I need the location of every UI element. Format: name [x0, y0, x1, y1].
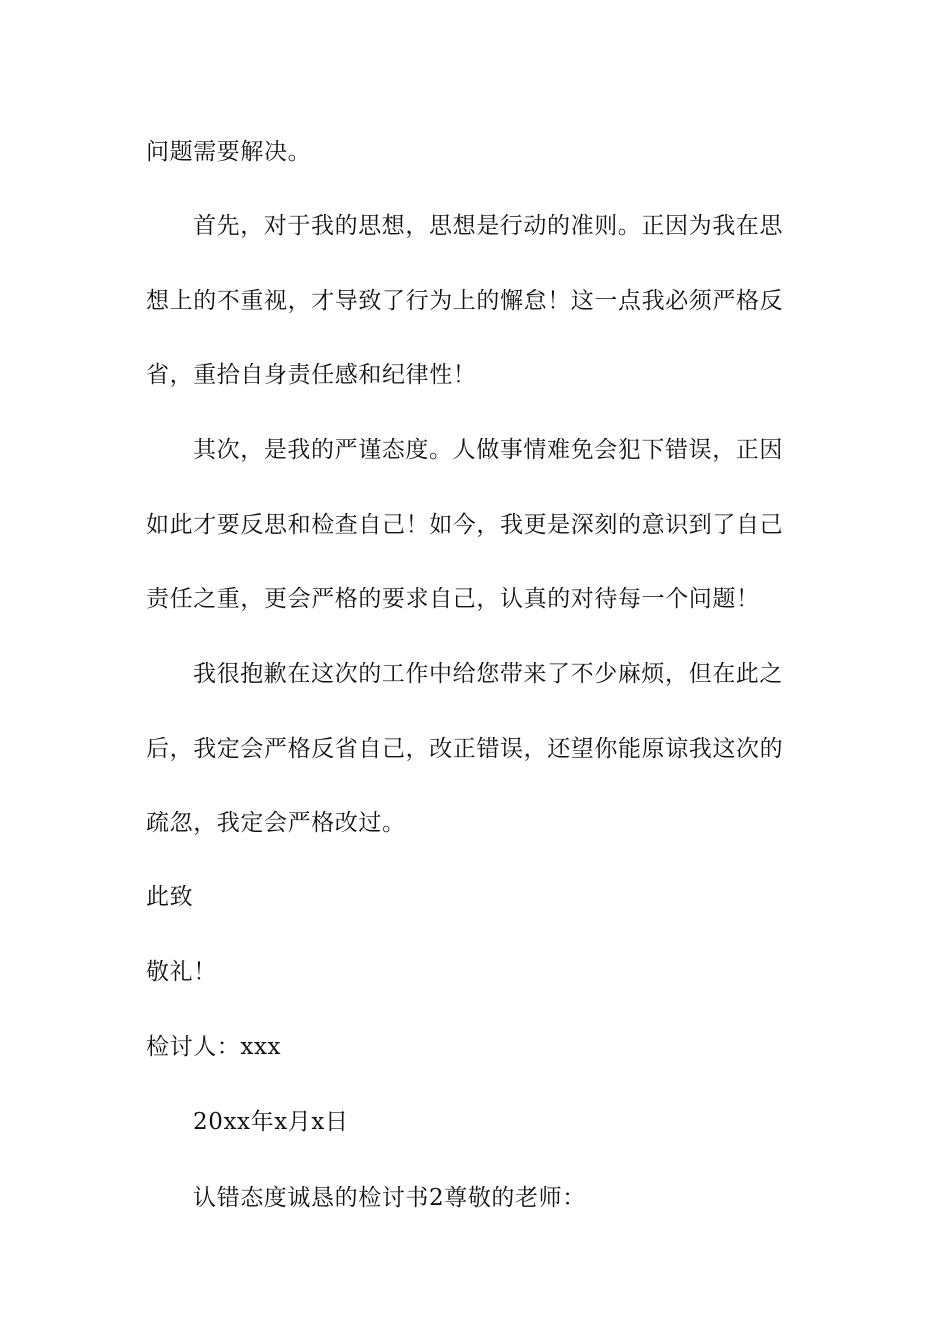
- paragraph-line: 如此才要反思和检查自己！如今，我更是深刻的意识到了自己: [146, 512, 784, 538]
- salutation-line: 敬礼！: [146, 959, 217, 985]
- paragraph-line: 后，我定会严格反省自己，改正错误，还望你能原谅我这次的: [146, 736, 784, 762]
- closing-line: 此致: [146, 884, 194, 910]
- paragraph-line: 责任之重，更会严格的要求自己，认真的对待每一个问题！: [146, 586, 760, 612]
- paragraph-line: 想上的不重视，才导致了行为上的懈怠！这一点我必须严格反: [146, 288, 784, 314]
- signature-line: 检讨人：xxx: [146, 1034, 282, 1060]
- paragraph-line: 疏忽，我定会严格改过。: [146, 810, 406, 836]
- paragraph-line: 其次，是我的严谨态度。人做事情难免会犯下错误，正因: [193, 437, 783, 463]
- paragraph-line: 首先，对于我的思想，思想是行动的准则。正因为我在思: [193, 213, 783, 239]
- paragraph-line: 省，重拾自身责任感和纪律性！: [146, 362, 477, 388]
- section-heading: 认错态度诚恳的检讨书2尊敬的老师：: [193, 1185, 586, 1211]
- date-line: 20xx年x月x日: [193, 1109, 349, 1135]
- paragraph-line: 我很抱歉在这次的工作中给您带来了不少麻烦，但在此之: [193, 661, 783, 687]
- paragraph-line: 问题需要解决。: [146, 139, 312, 165]
